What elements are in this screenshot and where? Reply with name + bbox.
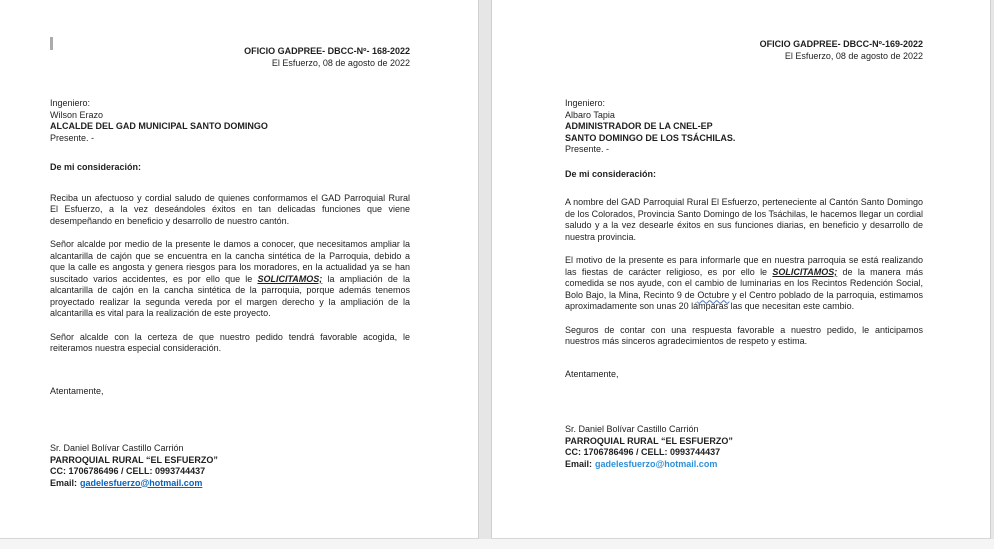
- addressee-salutation: Ingeniero:: [565, 98, 606, 108]
- text-cursor: [50, 37, 53, 50]
- email-label: Email:: [565, 458, 593, 469]
- signature-email-line: [565, 459, 923, 471]
- letter-head: [565, 39, 923, 62]
- addressee-name: Wilson Erazo: [50, 109, 104, 120]
- spellcheck-flagged-word: Octubre: [697, 289, 730, 300]
- date-line: El Esfuerzo, 08 de agosto de 2022: [271, 57, 410, 68]
- addressee-title: ALCALDE DEL GAD MUNICIPAL SANTO DOMINGO: [50, 121, 268, 131]
- paragraph-2-post: la ampliación de la alcantarilla de cajón en la cancha sintética de la parroquia, porque además tenemos proyectado realizar la segunda vereda por el margen derecho y la ampliación de la alcantarilla es vital para la realización de este proyecto.: [50, 273, 410, 318]
- greeting: De mi consideración:: [50, 162, 142, 172]
- paragraph-2: [50, 239, 410, 320]
- oficio-number: OFICIO GADPREE- DBCC-Nº-169-2022: [759, 39, 923, 49]
- addressee-block: [50, 98, 410, 144]
- email-label: Email:: [50, 477, 78, 488]
- addressee-name: Albaro Tapia: [565, 109, 615, 120]
- closing: Atentamente,: [50, 385, 104, 396]
- closing: Atentamente,: [565, 368, 619, 379]
- paragraph-3: Señor alcalde con la certeza de que nuestro pedido tendrá favorable acogida, le reiteramos nuestra especial consideración.: [50, 331, 410, 353]
- oficio-number: OFICIO GADPREE- DBCC-Nº- 168-2022: [244, 46, 410, 56]
- addressee-block: [565, 98, 923, 156]
- signature-org: PARROQUIAL RURAL “EL ESFUERZO”: [50, 454, 218, 465]
- signature-block: [50, 443, 410, 489]
- signature-cc: CC: 1706786496 / CELL: 0993744437: [50, 466, 206, 476]
- signature-email-line: [50, 478, 410, 490]
- paragraph-3: Seguros de contar con una respuesta favorable a nuestro pedido, le anticipamos nuestros más sinceros agradecimientos de respeto y estima.: [565, 324, 923, 346]
- addressee-title-2: SANTO DOMINGO DE LOS TSÁCHILAS.: [565, 132, 736, 143]
- page-1[interactable]: [0, 0, 479, 539]
- paragraph-2-mid: de la manera más comedida se nos ayude, con el cambio de luminarias en los Recintos Redención Social, Bolo Bajo, la Mina, Recinto 9 de: [565, 266, 923, 300]
- page-2[interactable]: [491, 0, 991, 539]
- date-line: El Esfuerzo, 08 de agosto de 2022: [784, 50, 923, 61]
- signature-name: Sr. Daniel Bolívar Castillo Carrión: [565, 424, 699, 434]
- signature-cc: CC: 1706786496 / CELL: 0993744437: [565, 447, 721, 457]
- paragraph-1: A nombre del GAD Parroquial Rural El Esfuerzo, perteneciente al Cantón Santo Domingo de los Colorados, Provincia Santo Domingo de los Tsáchilas, le hacemos llegar un cordial saludo y a la vez desearle éxitos en sus funciones diarias, en beneficio y desarrollo de nuestra provincia.: [565, 197, 923, 242]
- greeting: De mi consideración:: [565, 168, 657, 179]
- email-link[interactable]: gadelesfuerzo@hotmail.com: [595, 458, 718, 469]
- signature-name: Sr. Daniel Bolívar Castillo Carrión: [50, 443, 184, 453]
- solicitamos-emphasis: SOLICITAMOS;: [257, 273, 323, 284]
- signature-block: [565, 424, 923, 470]
- page-1-content: [0, 0, 410, 489]
- solicitamos-emphasis: SOLICITAMOS;: [772, 266, 838, 277]
- addressee-salutation: Ingeniero:: [50, 98, 91, 108]
- paragraph-2-pre: El motivo de la presente es para informarle que en nuestra parroquia se está realizando las fiestas de carácter religioso, es por ello le: [565, 255, 923, 277]
- email-link[interactable]: gadelesfuerzo@hotmail.com: [80, 477, 203, 488]
- paragraph-2-post: y el Centro poblado de la parroquia, estimamos aproximadamente son unas 20 lámparas las que necesitan este cambio.: [565, 289, 924, 311]
- presente-line: Presente. -: [50, 132, 95, 143]
- paragraph-1: Reciba un afectuoso y cordial saludo de quienes conformamos el GAD Parroquial Rural El Esfuerzo, a la vez deseándoles éxitos en tan delicadas funciones que viene desempeñando en beneficio y desarrollo de nuestro cantón.: [50, 192, 410, 226]
- presente-line: Presente. -: [565, 144, 610, 154]
- paragraph-2: [565, 255, 923, 313]
- addressee-title: ADMINISTRADOR DE LA CNEL-EP: [565, 121, 713, 131]
- page-2-content: [492, 0, 923, 470]
- signature-org: PARROQUIAL RURAL “EL ESFUERZO”: [565, 435, 733, 446]
- page-gap: [479, 0, 491, 539]
- letter-head: [50, 46, 410, 69]
- paragraph-2-pre: Señor alcalde por medio de la presente le damos a conocer, que necesitamos ampliar la alcantarilla de cajón que se encuentra en la cancha sintética de la Parroquia, debido a que la calle es angosta y genera riesgos para los moradores, en la actualidad ya se han suscitado varios accidentes, es por ello que le: [50, 239, 410, 284]
